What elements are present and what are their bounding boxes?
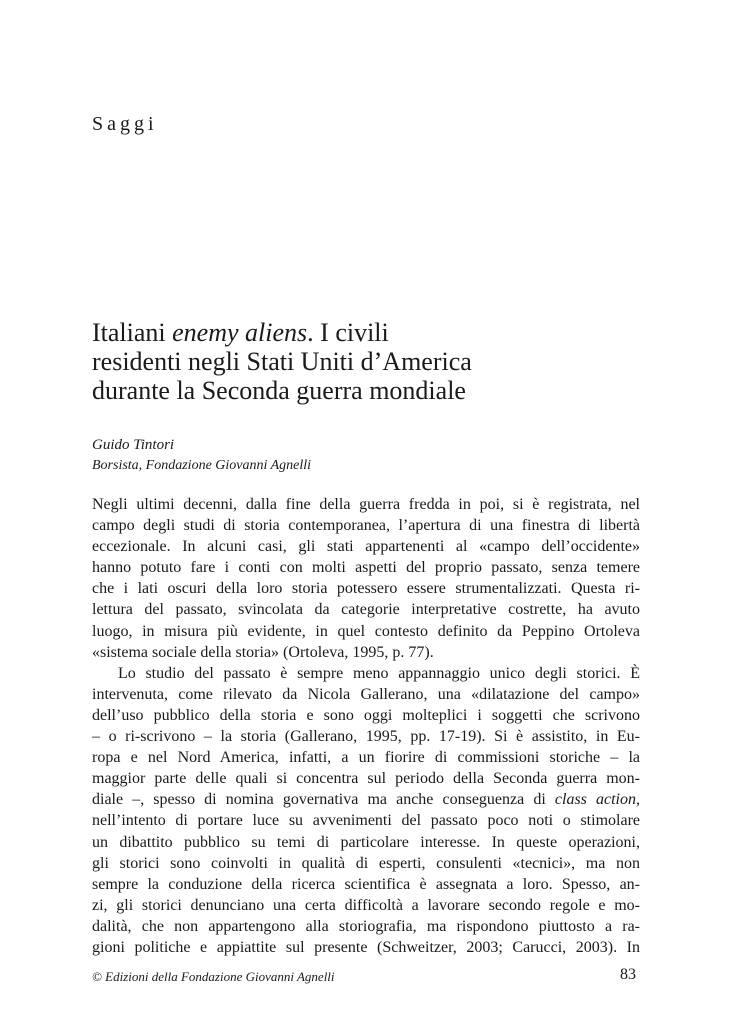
article-title xyxy=(92,318,652,405)
title-line-1-start: Italiani xyxy=(92,318,173,347)
body-line: gioni politiche e appiattite sul presente (Schweitzer, 2003; Carucci, 2003). In xyxy=(92,938,640,956)
body-line-start: diale –, spesso di nomina governativa ma anche conseguenza di xyxy=(92,791,555,809)
body-line: campo degli studi di storia contemporanea, l’apertura di una finestra di libertà xyxy=(92,517,640,535)
body-line: maggior parte delle quali si concentra sul periodo della Seconda guerra mon- xyxy=(92,770,640,788)
footer-copyright: © Edizioni della Fondazione Giovanni Agnelli xyxy=(92,969,335,984)
body-line: che i lati oscuri della loro storia potessero essere strumentalizzati. Questa ri- xyxy=(92,580,640,598)
body-text xyxy=(92,494,640,958)
author-name: Guido Tintori xyxy=(92,437,175,453)
section-label: Saggi xyxy=(92,113,158,135)
body-line: eccezionale. In alcuni casi, gli stati appartenenti al «campo dell’occidente» xyxy=(92,538,640,556)
body-line: zi, gli storici denunciano una certa difficoltà a lavorare secondo regole e mo- xyxy=(92,896,640,914)
body-line: sempre la conduzione della ricerca scientifica è assegnata a loro. Spesso, an- xyxy=(92,875,640,893)
italic-term: class action xyxy=(554,791,636,809)
body-line: «sistema sociale della storia» (Ortoleva, 1995, p. 77). xyxy=(92,643,434,661)
body-line: hanno potuto fare i conti con molti aspetti del proprio passato, senza temere xyxy=(92,559,640,577)
title-italic-term: enemy aliens xyxy=(172,318,308,347)
page-number: 83 xyxy=(620,966,636,983)
title-line-1 xyxy=(92,318,652,347)
title-line-2: residenti negli Stati Uniti d’America xyxy=(92,347,472,376)
title-line-1-end: . I civili xyxy=(307,318,389,347)
body-line: Lo studio del passato è sempre meno appannaggio unico degli storici. È xyxy=(118,664,640,682)
title-line-3: durante la Seconda guerra mondiale xyxy=(92,376,466,405)
body-line: gli storici sono coinvolti in qualità di esperti, consulenti «tecnici», ma non xyxy=(92,854,640,872)
body-line: dell’uso pubblico della storia e sono oggi molteplici i soggetti che scrivono xyxy=(92,706,640,724)
body-line: un dibattito pubblico su temi di particolare interesse. In queste operazioni, xyxy=(92,833,640,851)
body-line: – o ri-scrivono – la storia (Gallerano, 1995, pp. 17-19). Si è assistito, in Eu- xyxy=(92,728,640,746)
body-line: intervenuta, come rilevato da Nicola Gallerano, una «dilatazione del campo» xyxy=(92,685,640,703)
body-line: ropa e nel Nord America, infatti, a un fiorire di commissioni storiche – la xyxy=(92,749,640,767)
body-line: dalità, che non appartengono alla storiografia, ma rispondono piuttosto a ra- xyxy=(92,917,640,935)
body-line-end: , xyxy=(636,791,640,809)
body-line: luogo, in misura più evidente, in quel contesto definito da Peppino Ortoleva xyxy=(92,622,640,640)
body-line: lettura del passato, svincolata da categorie interpretative costrette, ha avuto xyxy=(92,601,640,619)
body-line: nell’intento di portare luce su avvenimenti del passato poco noti o stimolare xyxy=(92,812,640,830)
body-line-with-italic xyxy=(92,789,640,810)
author-affiliation: Borsista, Fondazione Giovanni Agnelli xyxy=(92,458,312,473)
body-line: Negli ultimi decenni, dalla fine della guerra fredda in poi, si è registrata, nel xyxy=(92,496,640,513)
